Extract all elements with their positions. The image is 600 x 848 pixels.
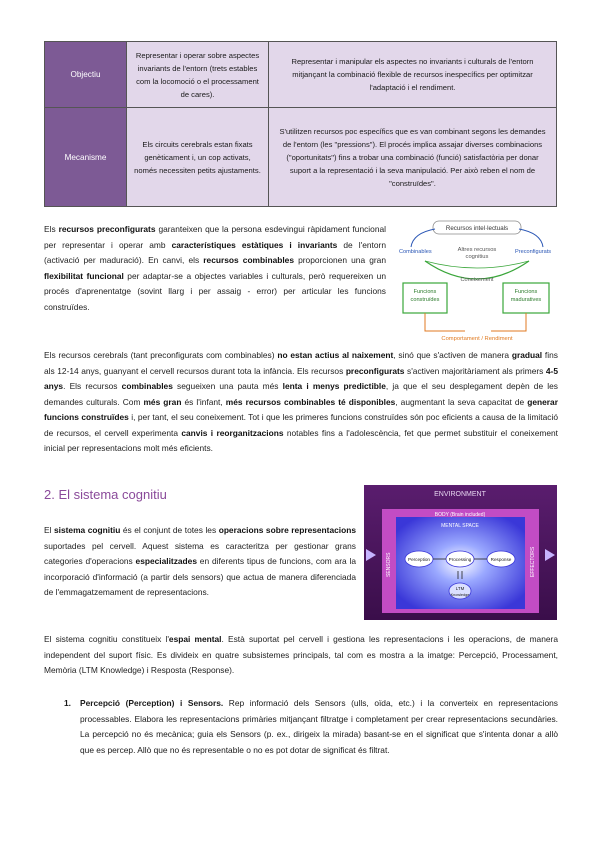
- paragraph-activacio: [44, 348, 558, 457]
- text: El sistema cognitiu constitueix l': [44, 634, 169, 644]
- cognitive-system-diagram: [364, 485, 557, 620]
- text: . Els recursos: [63, 381, 122, 391]
- text: , ja que el seu desplegament depèn de les demandes culturals. Com: [44, 381, 558, 407]
- effectors-label: EFFECTORS: [530, 546, 536, 577]
- text: és l'infant,: [181, 396, 226, 407]
- paragraph-sistema-cognitiu: [44, 523, 356, 601]
- text: segueixen una pauta més: [172, 381, 283, 391]
- table-row: [45, 42, 557, 108]
- bold-text: sistema cognitiu: [54, 525, 121, 535]
- subsystems-list: [64, 696, 558, 758]
- table-row: [45, 108, 557, 207]
- text: Els: [44, 224, 59, 234]
- table-cell: S'utilitzen recursos poc específics que es van combinant segons les demandes de l'entorn (les "pressions"). El procés implica assajar diverses combinacions ("oportunitats") fins a trobar una combinació (funció) satisfactòria per donar suport a la representació i la seva manipulació. Per això reben el nom de "construïdes".: [269, 108, 557, 207]
- diagram-label-center-2: cognitius: [465, 254, 489, 260]
- list-number: 1.: [64, 698, 71, 708]
- diagram-label-left: Combinables: [399, 249, 432, 255]
- bold-text: característiques estàtiques i invariants: [171, 239, 338, 250]
- knowledge-label: Knowledge: [450, 593, 470, 597]
- bold-text: gradual: [511, 350, 543, 360]
- text: El: [44, 525, 54, 535]
- text: és el conjunt de totes les: [120, 525, 219, 535]
- text: de l'entorn (activació per maduració). En canvi, els: [44, 239, 386, 265]
- bold-text: preconfigurats: [345, 365, 405, 376]
- text: , augmentant la seva capacitat de: [395, 396, 528, 407]
- table-cell: Els circuits cerebrals estan fixats genèticament i, un cop activats, només necessiten petits ajustaments.: [127, 108, 269, 207]
- box-right-label-2: maduratives: [510, 297, 542, 303]
- response-label: Response: [490, 557, 512, 562]
- bold-text: recursos preconfigurats: [58, 224, 156, 234]
- table-cell: Representar i operar sobre aspectes invariants de l'entorn (trets estables com la locomoció o el processament de cares).: [127, 42, 269, 108]
- text: . Està suportat pel cervell i gestiona les representacions i les operacions, de manera independent del suport físic. Es divideix en quatre subsistemes principals, tal com es mostra a la imatge: Percepció, Processament, Memòria (LTM Knowledge) i Resposta (Response).: [44, 634, 558, 675]
- bold-text: combinables: [121, 381, 173, 391]
- bold-text: 4-5 anys: [44, 365, 558, 391]
- bold-text: especialitzades: [135, 556, 197, 566]
- bold-text: espai mental: [168, 634, 222, 644]
- ltm-label: LTM: [455, 586, 465, 591]
- text: proporcionen una gran: [293, 255, 386, 265]
- comparison-table: [44, 41, 557, 207]
- diagram-label-bottom: Comportament / Rendiment: [441, 336, 513, 342]
- bold-text: lenta i menys predictible: [282, 381, 386, 391]
- text: suportades pel cervell. Aquest sistema es caracteritza per gestionar grans categories d'operacions: [44, 540, 356, 566]
- text: garanteixen que la persona esdevingui ràpidament funcional per representar i operar amb: [44, 224, 387, 250]
- bold-text: canvis i reorganitzacions: [181, 427, 284, 438]
- resources-diagram: [395, 217, 558, 345]
- perception-label: Perception: [408, 557, 430, 562]
- body-label: BODY (Brain included): [434, 512, 486, 518]
- paragraph-recursos: [44, 222, 386, 315]
- mental-space-label: MENTAL SPACE: [441, 523, 479, 529]
- diagram-label-center: Altres recursos: [457, 247, 497, 253]
- bold-text: més recursos combinables té disponibles: [225, 396, 396, 407]
- text: fins als 12-14 anys, guanyant el cervell recursos durant tota la infància. Els recursos: [44, 350, 558, 376]
- text: , sinó que s'activen de manera: [393, 350, 512, 360]
- bold-text: no estan actius al naixement: [277, 350, 394, 360]
- row-header-objectiu: Objectiu: [45, 42, 127, 108]
- diagram-label-mid: Coneixement: [460, 277, 494, 283]
- text: notables fins a l'adolescència, fet que permet substituir el coneixement inicial per representacions molt més eficients.: [44, 427, 558, 453]
- text: Els recursos cerebrals (tant preconfigurats com combinables): [44, 350, 278, 360]
- bold-text: Percepció (Perception) i Sensors.: [80, 698, 224, 708]
- text: Rep informació dels Sensors (ulls, oïda, etc.) i la converteix en representacions processables. Elabora les representacions primàries mitjançant filtratge i completament per crear representacions secundàries. La percepció no és mecànica; guia els Sensors (p. ex., dirigeix la mirada) basant-se en el significat que s'intenta donar a allò que es percep. Allò que no és representable o no es pot dotar de significat és filtrat.: [80, 698, 558, 755]
- bold-text: operacions sobre representacions: [218, 525, 356, 535]
- row-header-mecanisme: Mecanisme: [45, 108, 127, 207]
- text: i, per tant, el seu coneixement. Tot i que les primeres funcions construïdes són poc eficients a causa de la limitació de recursos, el cervell experimenta: [44, 412, 558, 438]
- list-item: [64, 696, 558, 758]
- text: s'activen majoritàriament als primers: [404, 365, 546, 376]
- text: per adaptar-se a objectes variables i culturals, però requereixen un procés d'aprenentatge (sovint llarg i per assaig - error) per articular les funcions construïdes.: [44, 270, 386, 312]
- box-left-label-2: construïdes: [410, 297, 440, 303]
- processing-label: Processing: [448, 557, 472, 562]
- diagram-label-right: Preconfigurats: [515, 249, 552, 255]
- diagram-label-top: Recursos intel·lectuals: [445, 225, 509, 232]
- table-cell: Representar i manipular els aspectes no invariants i culturals de l'entorn mitjançant la combinació flexible de recursos inespecífics per optimitzar l'adaptació i el rendiment.: [269, 42, 557, 108]
- bold-text: flexibilitat funcional: [44, 270, 124, 281]
- sensors-label: SENSORS: [386, 552, 392, 577]
- environment-label: ENVIRONMENT: [434, 491, 486, 498]
- bold-text: més gran: [143, 396, 182, 407]
- paragraph-espai-mental: [44, 632, 558, 679]
- text: en diferents tipus de funcions, com ara la incorporació d'informació (a partir dels sensors) que actua de manera diferenciada de l'emmagatzemament de representacions.: [44, 556, 356, 597]
- section-title: 2. El sistema cognitiu: [44, 487, 167, 502]
- box-right-label: Funcions: [514, 289, 538, 295]
- bold-text: generar funcions construïdes: [44, 396, 558, 422]
- box-left-label: Funcions: [413, 289, 437, 295]
- bold-text: recursos combinables: [203, 255, 294, 265]
